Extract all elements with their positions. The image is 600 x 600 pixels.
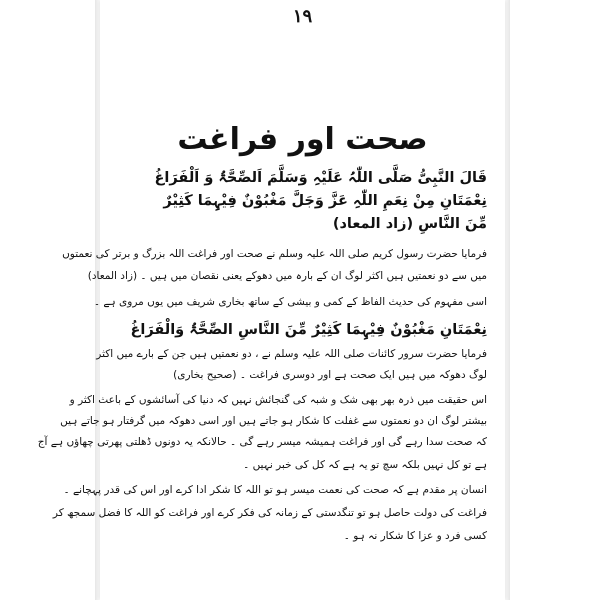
text-line-15: فراغت کی دولت حاصل ہو تو تنگدستی کے زمانہ کی فکر کرے اور فراغت کو اللہ کا فضل سمجھ کر	[52, 507, 487, 519]
hadith-line-3: مِّنَ النَّاسِ (زاد المعاد)	[332, 216, 487, 232]
book-page	[37, 0, 505, 600]
text-line-14: انسان پر مقدم ہے کہ صحت کی نعمت میسر ہو تو اللہ کا شکر ادا کرے اور اس کی قدر پہچانے ۔	[63, 484, 487, 496]
text-line-5: میں سے دو نعمتیں ہیں اکثر لوگ ان کے بارہ میں دھوکے یعنی نقصان میں ہیں ۔ (زاد المعاد)	[87, 270, 487, 282]
text-line-12: کہ صحت سدا رہے گی اور فراغت ہمیشہ میسر رہے گی ۔ حالانکہ یہ دونوں ڈھلتی پھرتی چھاؤں ہے آج	[37, 436, 487, 448]
text-line-8: فرمایا حضرت سرور کائنات صلی اللہ علیہ وسلم نے ، دو نعمتیں ہیں جن کے بارے میں اکثر	[96, 348, 487, 360]
page-number: ۱۹	[292, 6, 313, 27]
text-line-11: بیشتر لوگ ان دو نعمتوں سے غفلت کا شکار ہو جاتے ہیں اور اسی دھوکہ میں گرفتار ہو جاتے ہیں	[60, 415, 487, 427]
text-line-9: لوگ دھوکہ میں ہیں ایک صحت ہے اور دوسری فراغت ۔ (صحیح بخاری)	[173, 369, 487, 381]
hadith-line-7: نِعْمَتَانِ مَغْبُوْنٌ فِیْہِمَا کَثِیْرٌ مِّنَ النَّاسِ الصِّحَّۃُ وَالْفَرَاغُ	[130, 322, 487, 338]
page-spine-right	[505, 0, 510, 600]
text-line-13: ہے تو کل نہیں بلکہ سچ تو یہ ہے کہ کل کی خبر نہیں ۔	[243, 459, 487, 471]
text-line-10: اس حقیقت میں ذرہ بھر بھی شک و شبہ کی گنجائش نہیں کہ دنیا کی آسائشوں کے باعث اکثر و	[69, 394, 487, 406]
text-line-16: کسی فرد و عزا کا شکار نہ ہو ۔	[343, 530, 487, 542]
text-line-4: فرمایا حضرت رسول کریم صلی اللہ علیہ وسلم نے صحت اور فراغت اللہ بزرگ و برتر کی نعمتوں	[62, 248, 487, 260]
hadith-line-1: قَالَ النَّبِیُّ صَلَّی اللّٰہُ عَلَیْہِ وَسَلَّمَ اَلصِّحَّۃُ وَ اَلْفَرَاغُ	[154, 170, 487, 186]
page-title: صحت اور فراغت	[177, 122, 428, 157]
hadith-line-2: نِعْمَتَانِ مِنْ نِعَمِ اللّٰہِ عَزَّ وَجَلَّ مَغْبُوْنٌ فِیْہِمَا کَثِیْرٌ	[163, 193, 487, 209]
text-line-6: اسی مفہوم کی حدیث الفاظ کے کمی و بیشی کے ساتھ بخاری شریف میں یوں مروی ہے ۔	[93, 296, 487, 308]
